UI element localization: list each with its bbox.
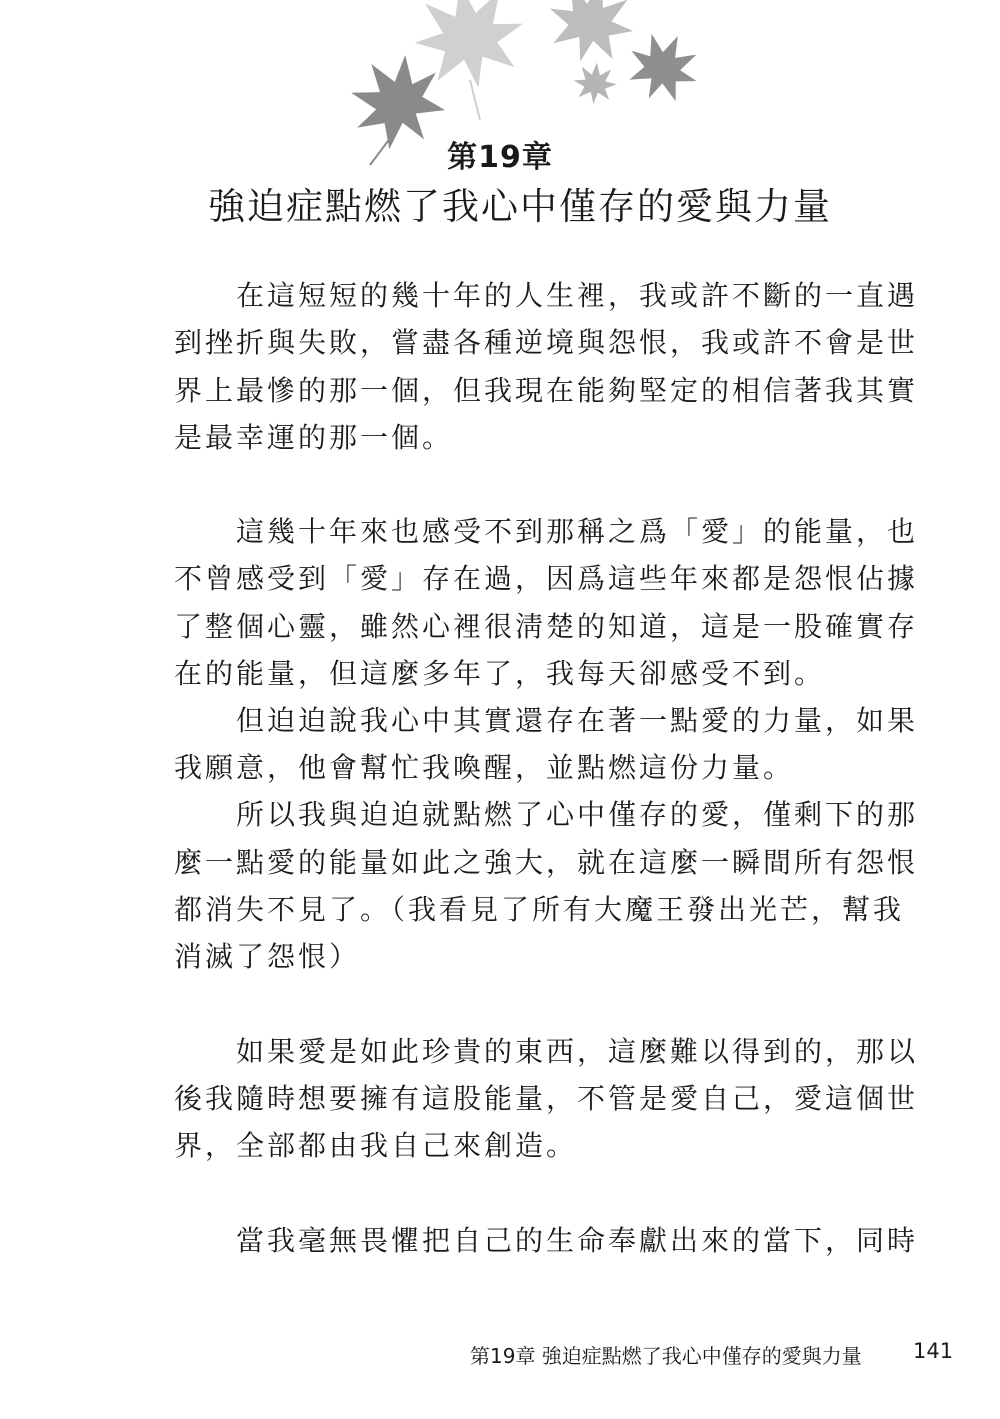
body-line: 是最幸運的那一個。 bbox=[174, 421, 454, 454]
body-line: 後我隨時想要擁有這股能量，不管是愛自己，愛這個世 bbox=[174, 1082, 919, 1115]
body-line: 當我毫無畏懼把自己的生命奉獻出來的當下，同時 bbox=[174, 1224, 919, 1257]
body-line: 不曾感受到「愛」存在過，因爲這些年來都是怨恨佔據 bbox=[174, 562, 919, 595]
chapter-number: 第19章 bbox=[447, 140, 553, 175]
running-title: 第19章 強迫症點燃了我心中僅存的愛與力量 bbox=[470, 1344, 862, 1368]
body-line: 到挫折與失敗，嘗盡各種逆境與怨恨，我或許不會是世 bbox=[174, 326, 919, 359]
body-line: 都消失不見了。（我看見了所有大魔王發出光芒，幫我 bbox=[174, 893, 905, 926]
body-line: 了整個心靈，雖然心裡很淸楚的知道，這是一股確實存 bbox=[174, 610, 919, 643]
body-line: 我願意，他會幫忙我喚醒，並點燃這份力量。 bbox=[174, 751, 795, 784]
body-line: 如果愛是如此珍貴的東西，這麼難以得到的，那以 bbox=[174, 1035, 919, 1068]
body-line: 但迫迫說我心中其實還存在著一點愛的力量，如果 bbox=[174, 704, 919, 737]
body-line: 麼一點愛的能量如此之強大，就在這麼一瞬間所有怨恨 bbox=[174, 846, 919, 879]
page-number: 141 bbox=[913, 1339, 954, 1363]
body-line: 在這短短的幾十年的人生裡，我或許不斷的一直遇 bbox=[174, 279, 919, 312]
body-line: 在的能量，但這麼多年了，我每天卻感受不到。 bbox=[174, 657, 826, 690]
body-line: 這幾十年來也感受不到那稱之爲「愛」的能量，也 bbox=[174, 515, 919, 548]
chapter-title: 強迫症點燃了我心中僅存的愛與力量 bbox=[208, 185, 832, 228]
body-line: 界，全部都由我自己來創造。 bbox=[174, 1129, 578, 1162]
body-line: 界上最慘的那一個，但我現在能夠堅定的相信著我其實 bbox=[174, 374, 919, 407]
body-line: 所以我與迫迫就點燃了心中僅存的愛，僅剩下的那 bbox=[174, 798, 919, 831]
body-line: 消滅了怨恨） bbox=[174, 940, 361, 973]
